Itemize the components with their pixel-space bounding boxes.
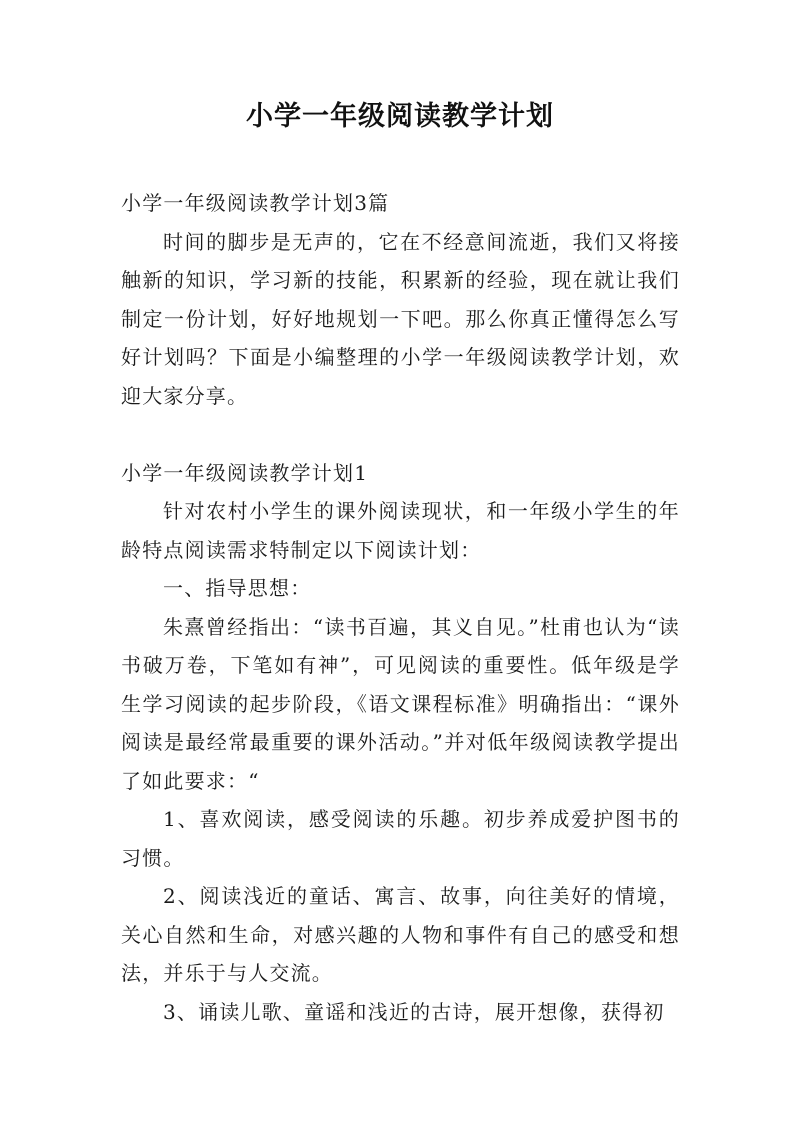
paragraph-reading-plan-intro: 针对农村小学生的课外阅读现状，和一年级小学生的年龄特点阅读需求特制定以下阅读计划： [121,499,680,562]
paragraph-requirement-3: 3、诵读儿歌、童谣和浅近的古诗，展开想像，获得初 [163,999,665,1024]
document-subtitle: 小学一年级阅读教学计划3篇 [121,191,390,215]
document-body [121,184,680,1031]
section-heading: 小学一年级阅读教学计划1 [121,460,369,485]
intro-paragraph: 时间的脚步是无声的，它在不经意间流逝，我们又将接触新的知识，学习新的技能，积累新的经验，现在就让我们制定一份计划，好好地规划一下吧。那么你真正懂得怎么写好计划吗？下面是小编整理的小学一年级阅读教学计划，欢迎大家分享。 [121,229,680,408]
blank-line [121,415,680,454]
paragraph-requirement-2: 2、阅读浅近的童话、寓言、故事，向往美好的情境，关心自然和生命，对感兴趣的人物和事件有自己的感受和想法，并乐于与人交流。 [121,884,680,985]
document-title: 小学一年级阅读教学计划 [246,101,554,132]
paragraph-guiding-thought: 朱熹曾经指出：“读书百遍，其义自见。”杜甫也认为“读书破万卷，下笔如有神”，可见阅读的重要性。低年级是学生学习阅读的起步阶段，《语文课程标准》明确指出：“课外阅读是最经常最重要的课外活动。”并对低年级阅读教学提出了如此要求：“ [121,614,680,793]
paragraph-guiding-thought-heading: 一、指导思想： [163,576,312,600]
paragraph-requirement-1: 1、喜欢阅读，感受阅读的乐趣。初步养成爱护图书的习惯。 [121,807,680,870]
